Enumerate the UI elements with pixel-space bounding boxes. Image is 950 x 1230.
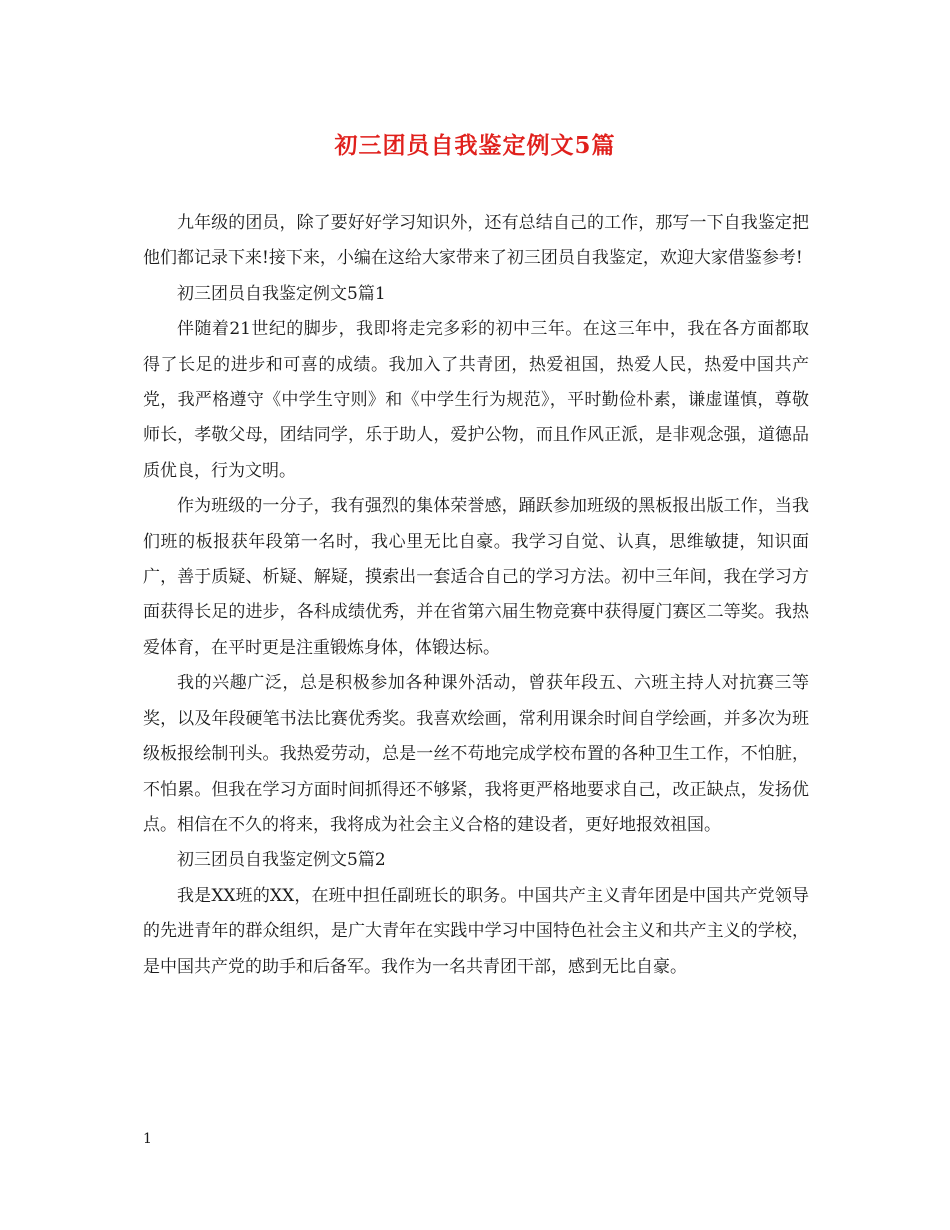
- intro-paragraph: 九年级的团员，除了要好好学习知识外，还有总结自己的工作，那写一下自我鉴定把他们都记录下来!接下来，小编在这给大家带来了初三团员自我鉴定，欢迎大家借鉴参考!: [143, 213, 809, 269]
- section-2-heading: 初三团员自我鉴定例文5篇2: [177, 850, 386, 871]
- section-1-paragraph-3: 我的兴趣广泛，总是积极参加各种课外活动，曾获年段五、六班主持人对抗赛三等奖，以及年段硬笔书法比赛优秀奖。我喜欢绘画，常利用课余时间自学绘画，并多次为班级板报绘制刊头。我热爱劳动，总是一丝不苟地完成学校布置的各种卫生工作，不怕脏，不怕累。但我在学习方面时间抓得还不够紧，我将更严格地要求自己，改正缺点，发扬优点。相信在不久的将来，我将成为社会主义合格的建设者，更好地报效祖国。: [143, 673, 809, 835]
- page-number: 1: [143, 1131, 152, 1147]
- section-2-paragraph-1: 我是XX班的XX，在班中担任副班长的职务。中国共产主义青年团是中国共产党领导的先进青年的群众组织，是广大青年在实践中学习中国特色社会主义和共产主义的学校，是中国共产党的助手和后备军。我作为一名共青团干部，感到无比自豪。: [143, 885, 809, 977]
- section-1-paragraph-1: 伴随着21世纪的脚步，我即将走完多彩的初中三年。在这三年中，我在各方面都取得了长足的进步和可喜的成绩。我加入了共青团，热爱祖国，热爱人民，热爱中国共产党，我严格遵守《中学生守则》和《中学生行为规范》，平时勤俭朴素，谦虚谨慎，尊敬师长，孝敬父母，团结同学，乐于助人，爱护公物，而且作风正派，是非观念强，道德品质优良，行为文明。: [143, 319, 809, 481]
- document-body: [143, 206, 809, 985]
- section-1-heading: 初三团员自我鉴定例文5篇1: [177, 283, 386, 304]
- document-title: 初三团员自我鉴定例文5篇: [334, 132, 616, 159]
- section-1-paragraph-2: 作为班级的一分子，我有强烈的集体荣誉感，踊跃参加班级的黑板报出版工作，当我们班的板报获年段第一名时，我心里无比自豪。我学习自觉、认真，思维敏捷，知识面广，善于质疑、析疑、解疑，摸索出一套适合自己的学习方法。初中三年间，我在学习方面获得长足的进步，各科成绩优秀，并在省第六届生物竞赛中获得厦门赛区二等奖。我热爱体育，在平时更是注重锻炼身体，体锻达标。: [143, 496, 809, 658]
